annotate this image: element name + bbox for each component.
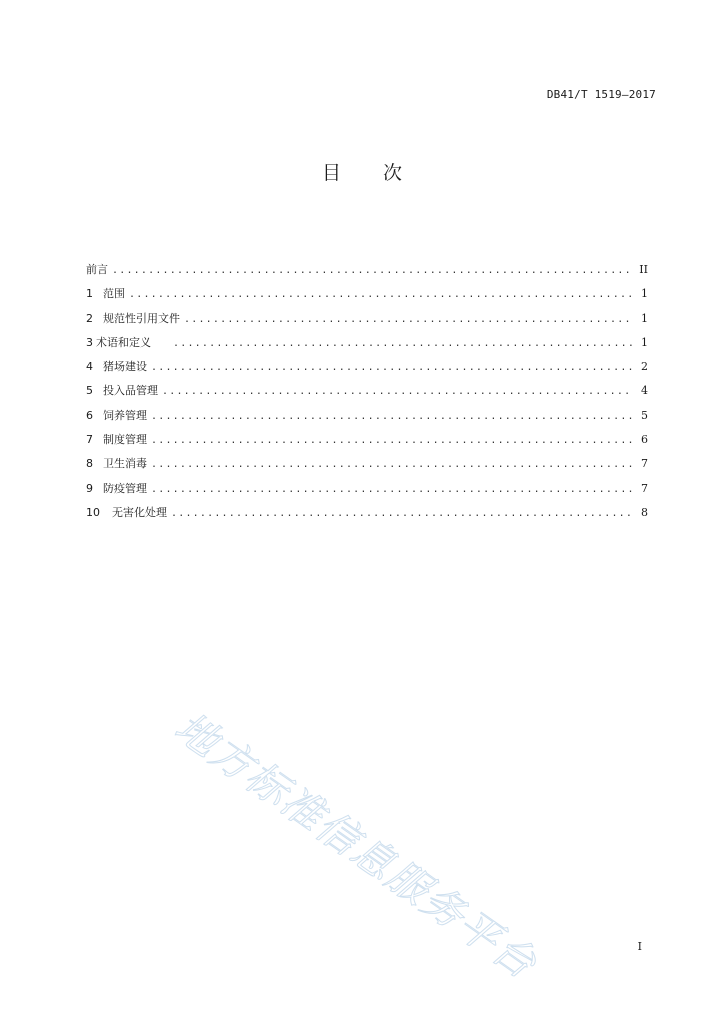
toc-page-number: 1	[641, 311, 648, 325]
toc-page-number: 5	[641, 408, 648, 422]
dot-leader	[151, 459, 632, 470]
toc-entry-3[interactable]	[86, 334, 648, 358]
dot-leader	[129, 289, 632, 300]
watermark: 地方标准信息服务平台	[166, 702, 546, 989]
toc-number: 9	[86, 481, 93, 495]
dot-leader	[151, 484, 632, 495]
toc-label: 猪场建设	[103, 360, 147, 374]
toc-entry-9[interactable]	[86, 480, 648, 504]
toc-entry-8[interactable]	[86, 455, 648, 479]
toc-label: 饲养管理	[103, 408, 147, 422]
page-title	[0, 158, 724, 185]
dot-leader	[184, 314, 632, 325]
toc-number: 4	[86, 360, 93, 374]
dot-leader	[151, 411, 632, 422]
toc-label: 术语和定义	[96, 335, 151, 349]
toc-entry-1[interactable]	[86, 285, 648, 309]
toc-page-number: 8	[641, 505, 648, 519]
toc-label: 无害化处理	[112, 505, 167, 519]
toc-entry-6[interactable]	[86, 407, 648, 431]
toc-label: 卫生消毒	[103, 457, 147, 471]
toc-number: 6	[86, 408, 93, 422]
toc-entry-4[interactable]	[86, 358, 648, 382]
dot-leader	[173, 338, 632, 349]
toc-entry-7[interactable]	[86, 431, 648, 455]
toc-page-number: 4	[641, 384, 648, 398]
toc-number: 8	[86, 457, 93, 471]
page-number: I	[637, 940, 642, 953]
standard-code: DB41/T 1519—2017	[546, 88, 656, 101]
dot-leader	[112, 265, 632, 276]
toc-label: 防疫管理	[103, 481, 147, 495]
dot-leader	[171, 508, 632, 519]
table-of-contents	[86, 261, 648, 528]
toc-page-number: 7	[641, 481, 648, 495]
toc-entry-foreword[interactable]	[86, 261, 648, 285]
toc-entry-5[interactable]	[86, 382, 648, 406]
toc-page-number: 6	[641, 433, 648, 447]
toc-label: 前言	[86, 263, 108, 276]
title-part-2: 次	[383, 162, 403, 184]
toc-number: 3	[86, 335, 93, 349]
toc-label: 投入品管理	[103, 384, 158, 398]
toc-entry-2[interactable]	[86, 310, 648, 334]
toc-label: 范围	[103, 287, 125, 301]
dot-leader	[162, 386, 632, 397]
toc-entry-10[interactable]	[86, 504, 648, 528]
toc-page-number: 2	[641, 360, 648, 374]
toc-page-number: 1	[641, 335, 648, 349]
toc-number: 10	[86, 505, 100, 519]
toc-page-number: II	[639, 263, 648, 276]
toc-label: 制度管理	[103, 433, 147, 447]
dot-leader	[151, 362, 632, 373]
toc-page-number: 7	[641, 457, 648, 471]
toc-label: 规范性引用文件	[103, 311, 180, 325]
toc-number: 1	[86, 287, 93, 301]
toc-number: 7	[86, 433, 93, 447]
title-part-1: 目	[321, 162, 341, 184]
toc-number: 5	[86, 384, 93, 398]
toc-number: 2	[86, 311, 93, 325]
toc-page-number: 1	[641, 287, 648, 301]
dot-leader	[151, 435, 632, 446]
